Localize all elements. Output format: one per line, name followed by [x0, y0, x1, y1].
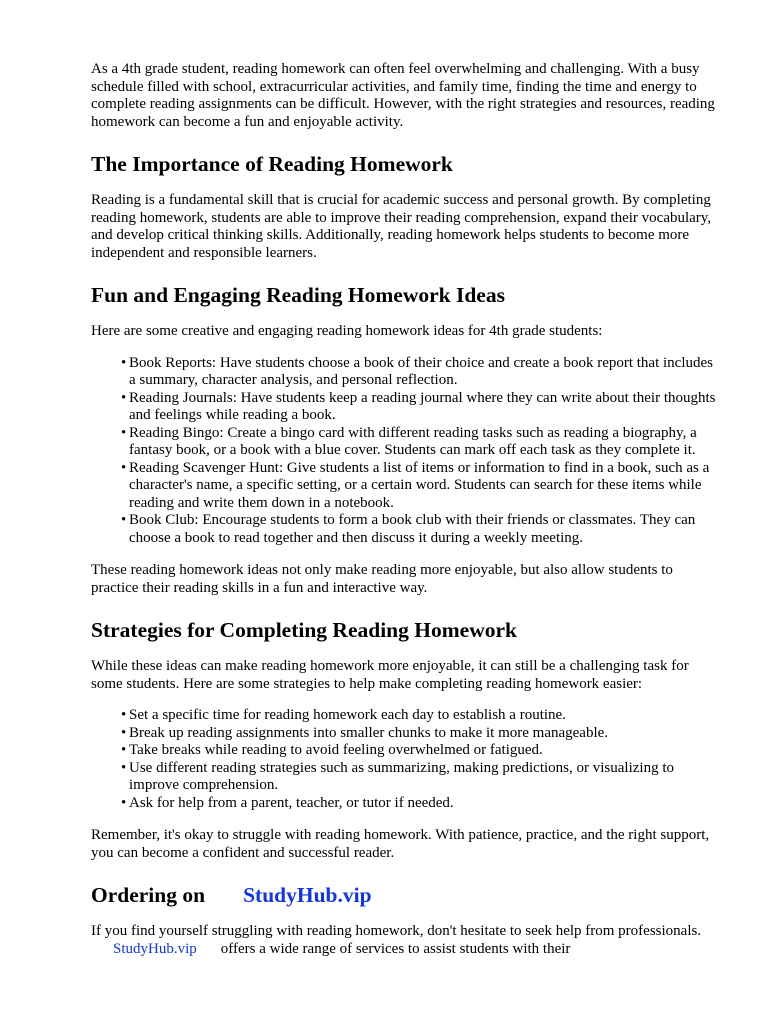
list-item-text: Break up reading assignments into smaller chunks to make it more manageable. [129, 724, 609, 741]
bullet-icon: • [121, 389, 127, 406]
bullet-icon: • [121, 707, 127, 723]
list-item-text: Set a specific time for reading homework each day to establish a routine. [129, 707, 566, 723]
bullet-icon: • [121, 724, 127, 741]
list-item-text: Reading Bingo: Create a bingo card with different reading tasks such as reading a biography, a fantasy book, or a book with a blue cover. Students can mark off each task as they complete it. [129, 424, 697, 458]
heading-importance: The Importance of Reading Homework [91, 152, 453, 176]
ordering-paragraph [91, 923, 721, 958]
ideas-list [91, 355, 721, 548]
strategies-list [91, 707, 721, 812]
bullet-icon: • [121, 759, 127, 776]
list-item [91, 707, 721, 725]
list-item [91, 760, 721, 795]
ordering-paragraph-end: offers a wide range of services to assist students with their [220, 940, 571, 957]
bullet-icon: • [121, 794, 127, 811]
list-item [91, 795, 721, 813]
list-item [91, 355, 721, 390]
importance-paragraph: Reading is a fundamental skill that is crucial for academic success and personal growth. By completing reading homework, students are able to improve their reading comprehension, expand their vocabulary, and develop critical thinking skills. Additionally, reading homework helps students to become more independent and responsible learners. [91, 192, 712, 261]
heading-ordering-label: Ordering on [91, 883, 206, 907]
heading-strategies: Strategies for Completing Reading Homework [91, 618, 517, 642]
studyhub-heading-link[interactable]: StudyHub.vip [243, 883, 372, 907]
list-item [91, 512, 721, 547]
list-item-text: Use different reading strategies such as summarizing, making predictions, or visualizing to improve comprehension. [129, 759, 675, 793]
bullet-icon: • [121, 354, 127, 371]
bullet-icon: • [121, 512, 127, 528]
list-item-text: Ask for help from a parent, teacher, or tutor if needed. [129, 794, 454, 811]
ideas-closing-paragraph: These reading homework ideas not only make reading more enjoyable, but also allow students to practice their reading skills in a fun and interactive way. [91, 562, 673, 596]
strategies-closing-paragraph: Remember, it's okay to struggle with reading homework. With patience, practice, and the right support, you can become a confident and successful reader. [91, 827, 710, 861]
list-item [91, 460, 721, 513]
ordering-paragraph-start: If you find yourself struggling with reading homework, don't hesitate to seek help from professionals. [91, 923, 702, 939]
list-item [91, 742, 721, 760]
document-page [91, 0, 721, 958]
list-item-text: Reading Journals: Have students keep a reading journal where they can write about their thoughts and feelings while reading a book. [129, 389, 716, 423]
list-item [91, 390, 721, 425]
bullet-icon: • [121, 424, 127, 441]
bullet-icon: • [121, 459, 127, 476]
bullet-icon: • [121, 742, 127, 758]
intro-paragraph: As a 4th grade student, reading homework can often feel overwhelming and challenging. With a busy schedule filled with school, extracurricular activities, and family time, finding the time and energy to complete reading assignments can be difficult. However, with the right strategies and resources, reading homework can become a fun and enjoyable activity. [91, 61, 715, 130]
list-item [91, 725, 721, 743]
list-item [91, 425, 721, 460]
list-item-text: Take breaks while reading to avoid feeling overwhelmed or fatigued. [129, 742, 543, 758]
heading-ideas: Fun and Engaging Reading Homework Ideas [91, 283, 505, 307]
strategies-lead-paragraph: While these ideas can make reading homework more enjoyable, it can still be a challenging task for some students. Here are some strategies to help make completing reading homework easier: [91, 658, 689, 692]
heading-ordering [91, 882, 721, 908]
ideas-lead-paragraph: Here are some creative and engaging reading homework ideas for 4th grade students: [91, 323, 603, 339]
list-item-text: Book Club: Encourage students to form a book club with their friends or classmates. They can choose a book to read together and then discuss it during a weekly meeting. [129, 512, 696, 546]
list-item-text: Reading Scavenger Hunt: Give students a list of items or information to find in a book, such as a character's name, a specific setting, or a certain word. Students can search for these items while reading and write them down in a notebook. [129, 459, 710, 511]
list-item-text: Book Reports: Have students choose a book of their choice and create a book report that includes a summary, character analysis, and personal reflection. [129, 354, 713, 388]
studyhub-inline-link[interactable]: StudyHub.vip [113, 940, 197, 957]
